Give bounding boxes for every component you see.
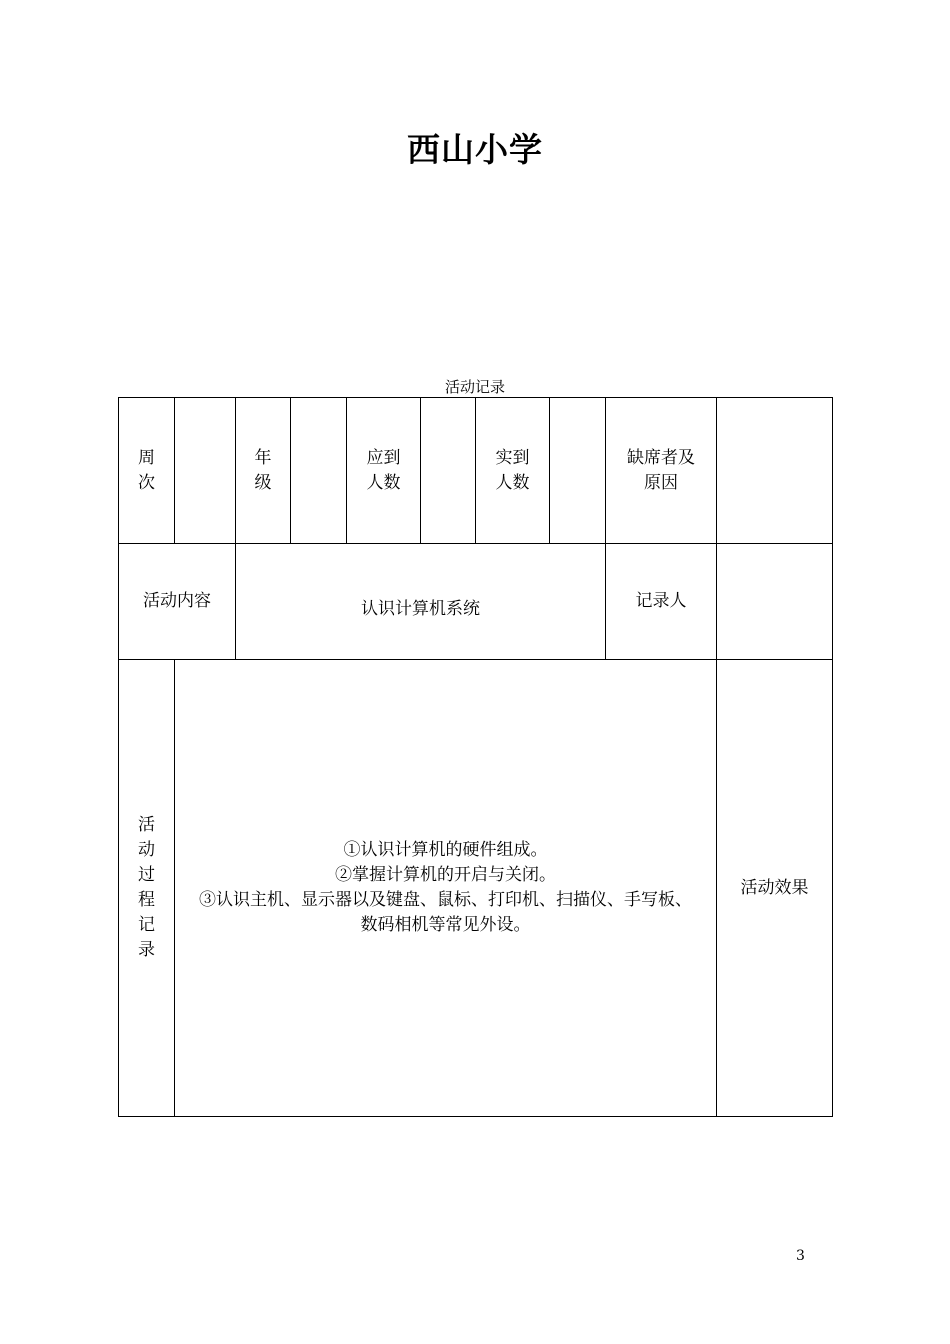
process-label: 活动过程记录: [138, 815, 155, 960]
process-body-cell[interactable]: [175, 660, 717, 1117]
content-label-cell: 活动内容: [119, 544, 236, 660]
actual-count-label-cell: [476, 398, 550, 544]
absent-label-line2: 原因: [644, 472, 678, 493]
week-label-line1: 周: [138, 447, 155, 468]
week-value-cell[interactable]: [175, 398, 236, 544]
actual-label-line2: 人数: [495, 472, 530, 493]
process-line-1: ①认识计算机的硬件组成。: [343, 840, 548, 860]
process-row: [119, 660, 833, 1117]
grade-label-line1: 年: [254, 447, 272, 468]
grade-value-cell[interactable]: [291, 398, 347, 544]
grade-label-line2: 级: [254, 472, 272, 493]
recorder-label-cell: 记录人: [606, 544, 717, 660]
absent-label-cell: [606, 398, 717, 544]
process-line-3: ③认识主机、显示器以及键盘、鼠标、打印机、扫描仪、手写板、: [199, 890, 692, 910]
content-row: [119, 544, 833, 660]
activity-record-table: [118, 397, 833, 1117]
expected-label-line2: 人数: [366, 472, 401, 493]
process-label-cell: [119, 660, 175, 1117]
process-line-4: 数码相机等常见外设。: [360, 915, 531, 935]
process-line-2: ②掌握计算机的开启与关闭。: [335, 865, 556, 885]
grade-label-cell: [236, 398, 291, 544]
expected-label-line1: 应到: [366, 447, 401, 468]
recorder-value-cell[interactable]: [717, 544, 833, 660]
record-caption: 活动记录: [444, 378, 505, 396]
school-title: 西山小学: [407, 130, 543, 169]
week-label-cell: [119, 398, 175, 544]
week-label-line2: 次: [138, 472, 155, 493]
expected-count-value-cell[interactable]: [421, 398, 476, 544]
absent-value-cell[interactable]: [717, 398, 833, 544]
actual-label-line1: 实到: [495, 447, 530, 468]
header-row: [119, 398, 833, 544]
effect-cell[interactable]: [717, 660, 833, 1117]
absent-label-line1: 缺席者及: [627, 447, 695, 468]
page-number: 3: [796, 1248, 805, 1264]
expected-count-label-cell: [347, 398, 421, 544]
content-value: 认识计算机系统: [361, 599, 480, 619]
actual-count-value-cell[interactable]: [550, 398, 606, 544]
effect-label: 活动效果: [740, 877, 809, 898]
content-value-cell[interactable]: [236, 544, 606, 660]
